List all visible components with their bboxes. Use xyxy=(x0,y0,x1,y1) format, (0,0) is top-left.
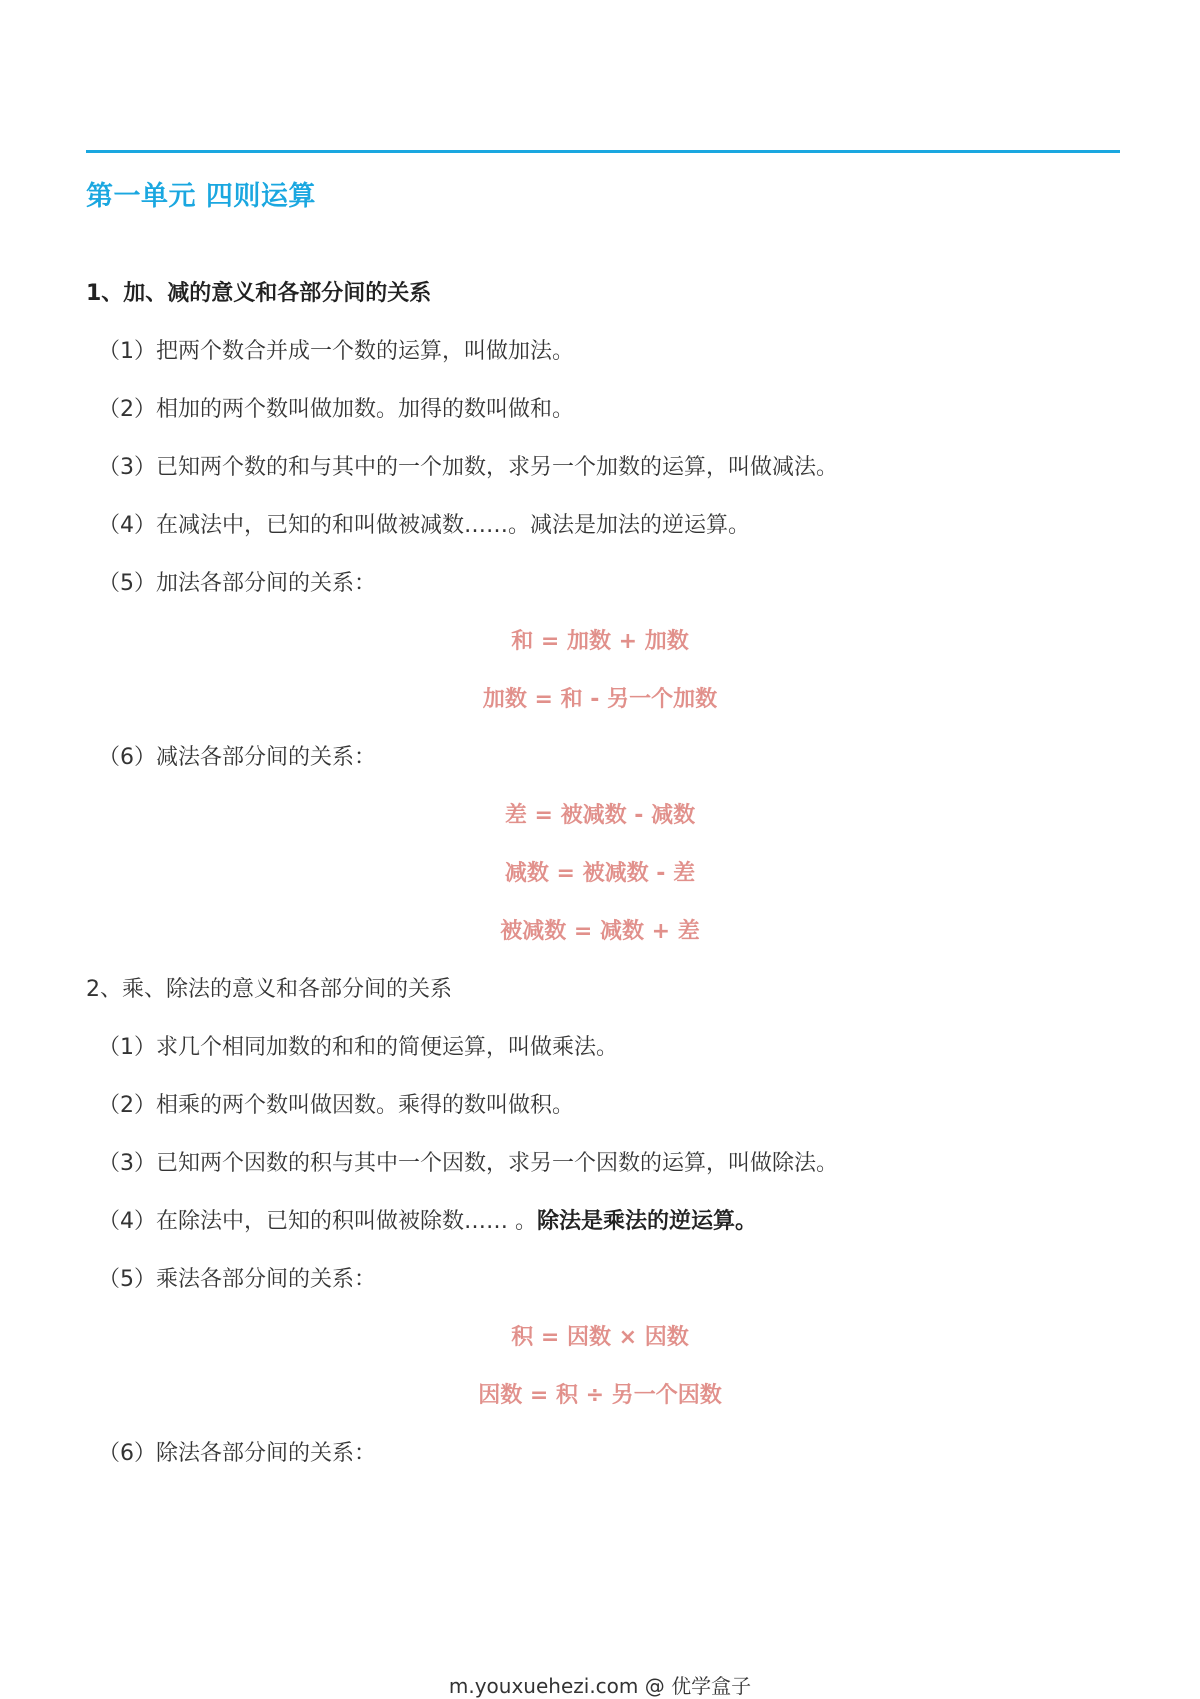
section1-item-4: （4）在减法中，已知的和叫做被减数……。减法是加法的逆运算。 xyxy=(98,513,750,538)
multiplication-formula-2: 因数 = 积 ÷ 另一个因数 xyxy=(478,1383,722,1408)
section2-heading: 2、乘、除法的意义和各部分间的关系 xyxy=(86,977,452,1002)
header-rule xyxy=(86,150,1120,153)
section2-item-4 xyxy=(98,1204,757,1235)
section2-item-6: （6）除法各部分间的关系： xyxy=(98,1441,376,1466)
section2-item-4-text: （4）在除法中，已知的积叫做被除数…… 。 xyxy=(98,1209,537,1234)
subtraction-formula-3: 被减数 = 减数 + 差 xyxy=(500,919,700,944)
subtraction-formula-1: 差 = 被减数 - 减数 xyxy=(504,803,696,828)
addition-formula-1: 和 = 加数 + 加数 xyxy=(511,629,689,654)
addition-formula-2: 加数 = 和 - 另一个加数 xyxy=(482,687,718,712)
section2-item-3: （3）已知两个因数的积与其中一个因数，求另一个因数的运算，叫做除法。 xyxy=(98,1151,838,1176)
footer-source: m.youxuehezi.com @ 优学盒子 xyxy=(448,1674,752,1698)
section1-item-1: （1）把两个数合并成一个数的运算，叫做加法。 xyxy=(98,339,574,364)
subtraction-formula-2: 减数 = 被减数 - 差 xyxy=(504,861,696,886)
section2-item-1: （1）求几个相同加数的和和的简便运算，叫做乘法。 xyxy=(98,1035,618,1060)
section1-heading: 1、加、减的意义和各部分间的关系 xyxy=(86,281,432,306)
unit-title: 第一单元 四则运算 xyxy=(86,181,316,212)
section1-item-2: （2）相加的两个数叫做加数。加得的数叫做和。 xyxy=(98,397,574,422)
section2-item-4-emphasis: 除法是乘法的逆运算。 xyxy=(537,1209,758,1234)
section1-item-5: （5）加法各部分间的关系： xyxy=(98,571,376,596)
section1-item-3: （3）已知两个数的和与其中的一个加数，求另一个加数的运算，叫做减法。 xyxy=(98,455,838,480)
section2-item-5: （5）乘法各部分间的关系： xyxy=(98,1267,376,1292)
multiplication-formula-1: 积 = 因数 × 因数 xyxy=(511,1325,689,1350)
section2-item-2: （2）相乘的两个数叫做因数。乘得的数叫做积。 xyxy=(98,1093,574,1118)
section1-item-6: （6）减法各部分间的关系： xyxy=(98,745,376,770)
